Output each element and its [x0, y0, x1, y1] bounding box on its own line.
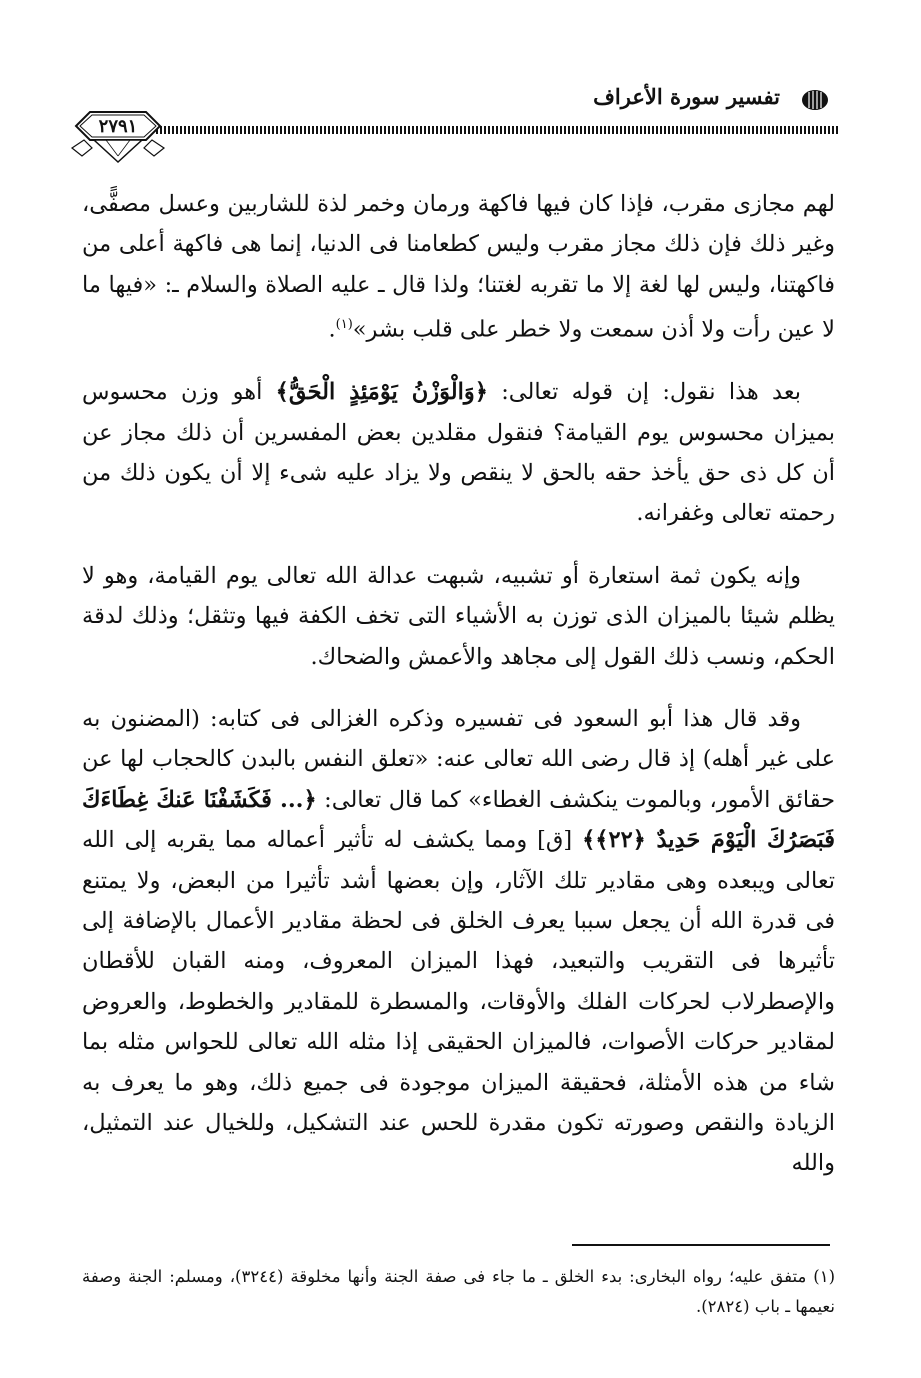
- paragraph-3: وإنه يكون ثمة استعارة أو تشبيه، شبهت عدالة الله تعالى يوم القيامة، وهو لا يظلم شيئا بالميزان الذى توزن به الأشياء التى تخف الكفة فيها وتثقل؛ وذلك لدقة الحكم، ونسب ذلك القول إلى مجاهد والأعمش والضحاك.: [82, 562, 835, 670]
- page-header: [70, 78, 840, 168]
- paragraph-2-rest: أهو وزن محسوس بميزان محسوس يوم القيامة؟ فنقول مقلدين بعض المفسرين أن ذلك مجاز عن أن كل ذى حق يأخذ حقه بالحق لا ينقص ولا يزاد عليه شىء إلا أن يكون ذلك من رحمته تعالى وغفرانه.: [82, 379, 835, 527]
- footnote-rule: [572, 1244, 830, 1246]
- paragraph-2-lead: بعد هذا نقول: إن قوله تعالى:: [487, 379, 801, 406]
- quran-verse-1: ﴿وَالْوَزْنُ يَوْمَئِذٍ الْحَقُّ﴾: [275, 379, 488, 406]
- running-title: تفسير سورة الأعراف: [593, 84, 780, 109]
- paragraph-4-rest: [ق] ومما يكشف له تأثير أعماله مما يقربه إلى الله تعالى ويبعده وهى مقادير تلك الآثار، وإن بعضها أشد تأثيرا من البعض، ولا يمتنع فى قدرة الله أن يجعل سببا يعرف الخلق فى لحظة مقادير الأعمال بالإضافة إلى تأثيرها فى التقريب والتبعيد، فهذا الميزان المعروف، ومنه القبان للأقطان والإصطرلاب لحركات الفلك والأوقات، والمسطرة للمقادير والخطوط، والعروض لمقادير حركات الأصوات، فالميزان الحقيقى إذا مثله الله تعالى للحواس مثله بما شاء من هذه الأمثلة، فحقيقة الميزان موجودة فى جميع ذلك، وهو ما يعرف به الزيادة والنقص وصورته تكون مقدرة للحس عند التشكيل، وللخيال عند التمثيل، والله: [82, 827, 836, 1177]
- page-number-badge: [70, 96, 166, 166]
- main-text: [82, 184, 835, 1184]
- paragraph-1-text: لهم مجازى مقرب، فإذا كان فيها فاكهة ورمان وخمر لذة للشاربين وعسل مصفًّى، وغير ذلك فإن ذلك مجاز مقرب وليس كطعامنا فى الدنيا، إنما هى فاكهة أعلى من فاكهتنا، وليس لها لغة إلا ما تقربه لغتنا؛ ولذا قال ـ عليه الصلاة والسلام ـ: «فيها ما لا عين رأت ولا أذن سمعت ولا خطر على قلب بشر»: [82, 191, 835, 343]
- paragraph-2: [82, 372, 835, 534]
- ornament-icon: [800, 88, 830, 112]
- paragraph-1-end: .: [328, 316, 336, 343]
- footnote: (١) متفق عليه؛ رواه البخارى: بدء الخلق ـ ما جاء فى صفة الجنة وأنها مخلوقة (٣٢٤٤)، ومسلم: الجنة وصفة نعيمها ـ باب (٢٨٢٤).: [82, 1267, 835, 1316]
- page-number: ٢٧٩١: [98, 116, 138, 137]
- footnote-marker: (١): [335, 317, 353, 333]
- quran-verse-2: ﴿... فَكَشَفْنَا عَنكَ غِطَاءَكَ فَبَصَرُكَ الْيَوْمَ حَدِيدٌ ﴿٢٢﴾﴾: [82, 786, 835, 854]
- paragraph-1: [82, 184, 835, 350]
- paragraph-4: [82, 699, 835, 1184]
- header-rule: [156, 126, 840, 134]
- paragraph-4-lead: وقد قال هذا أبو السعود فى تفسيره وذكره الغزالى فى كتابه: (المضنون به على غير أهله) إذ قال رضى الله تعالى عنه: «تعلق النفس بالبدن كالحجاب لها عن حقائق الأمور، وبالموت ينكشف الغطاء» كما قال تعالى:: [82, 705, 835, 813]
